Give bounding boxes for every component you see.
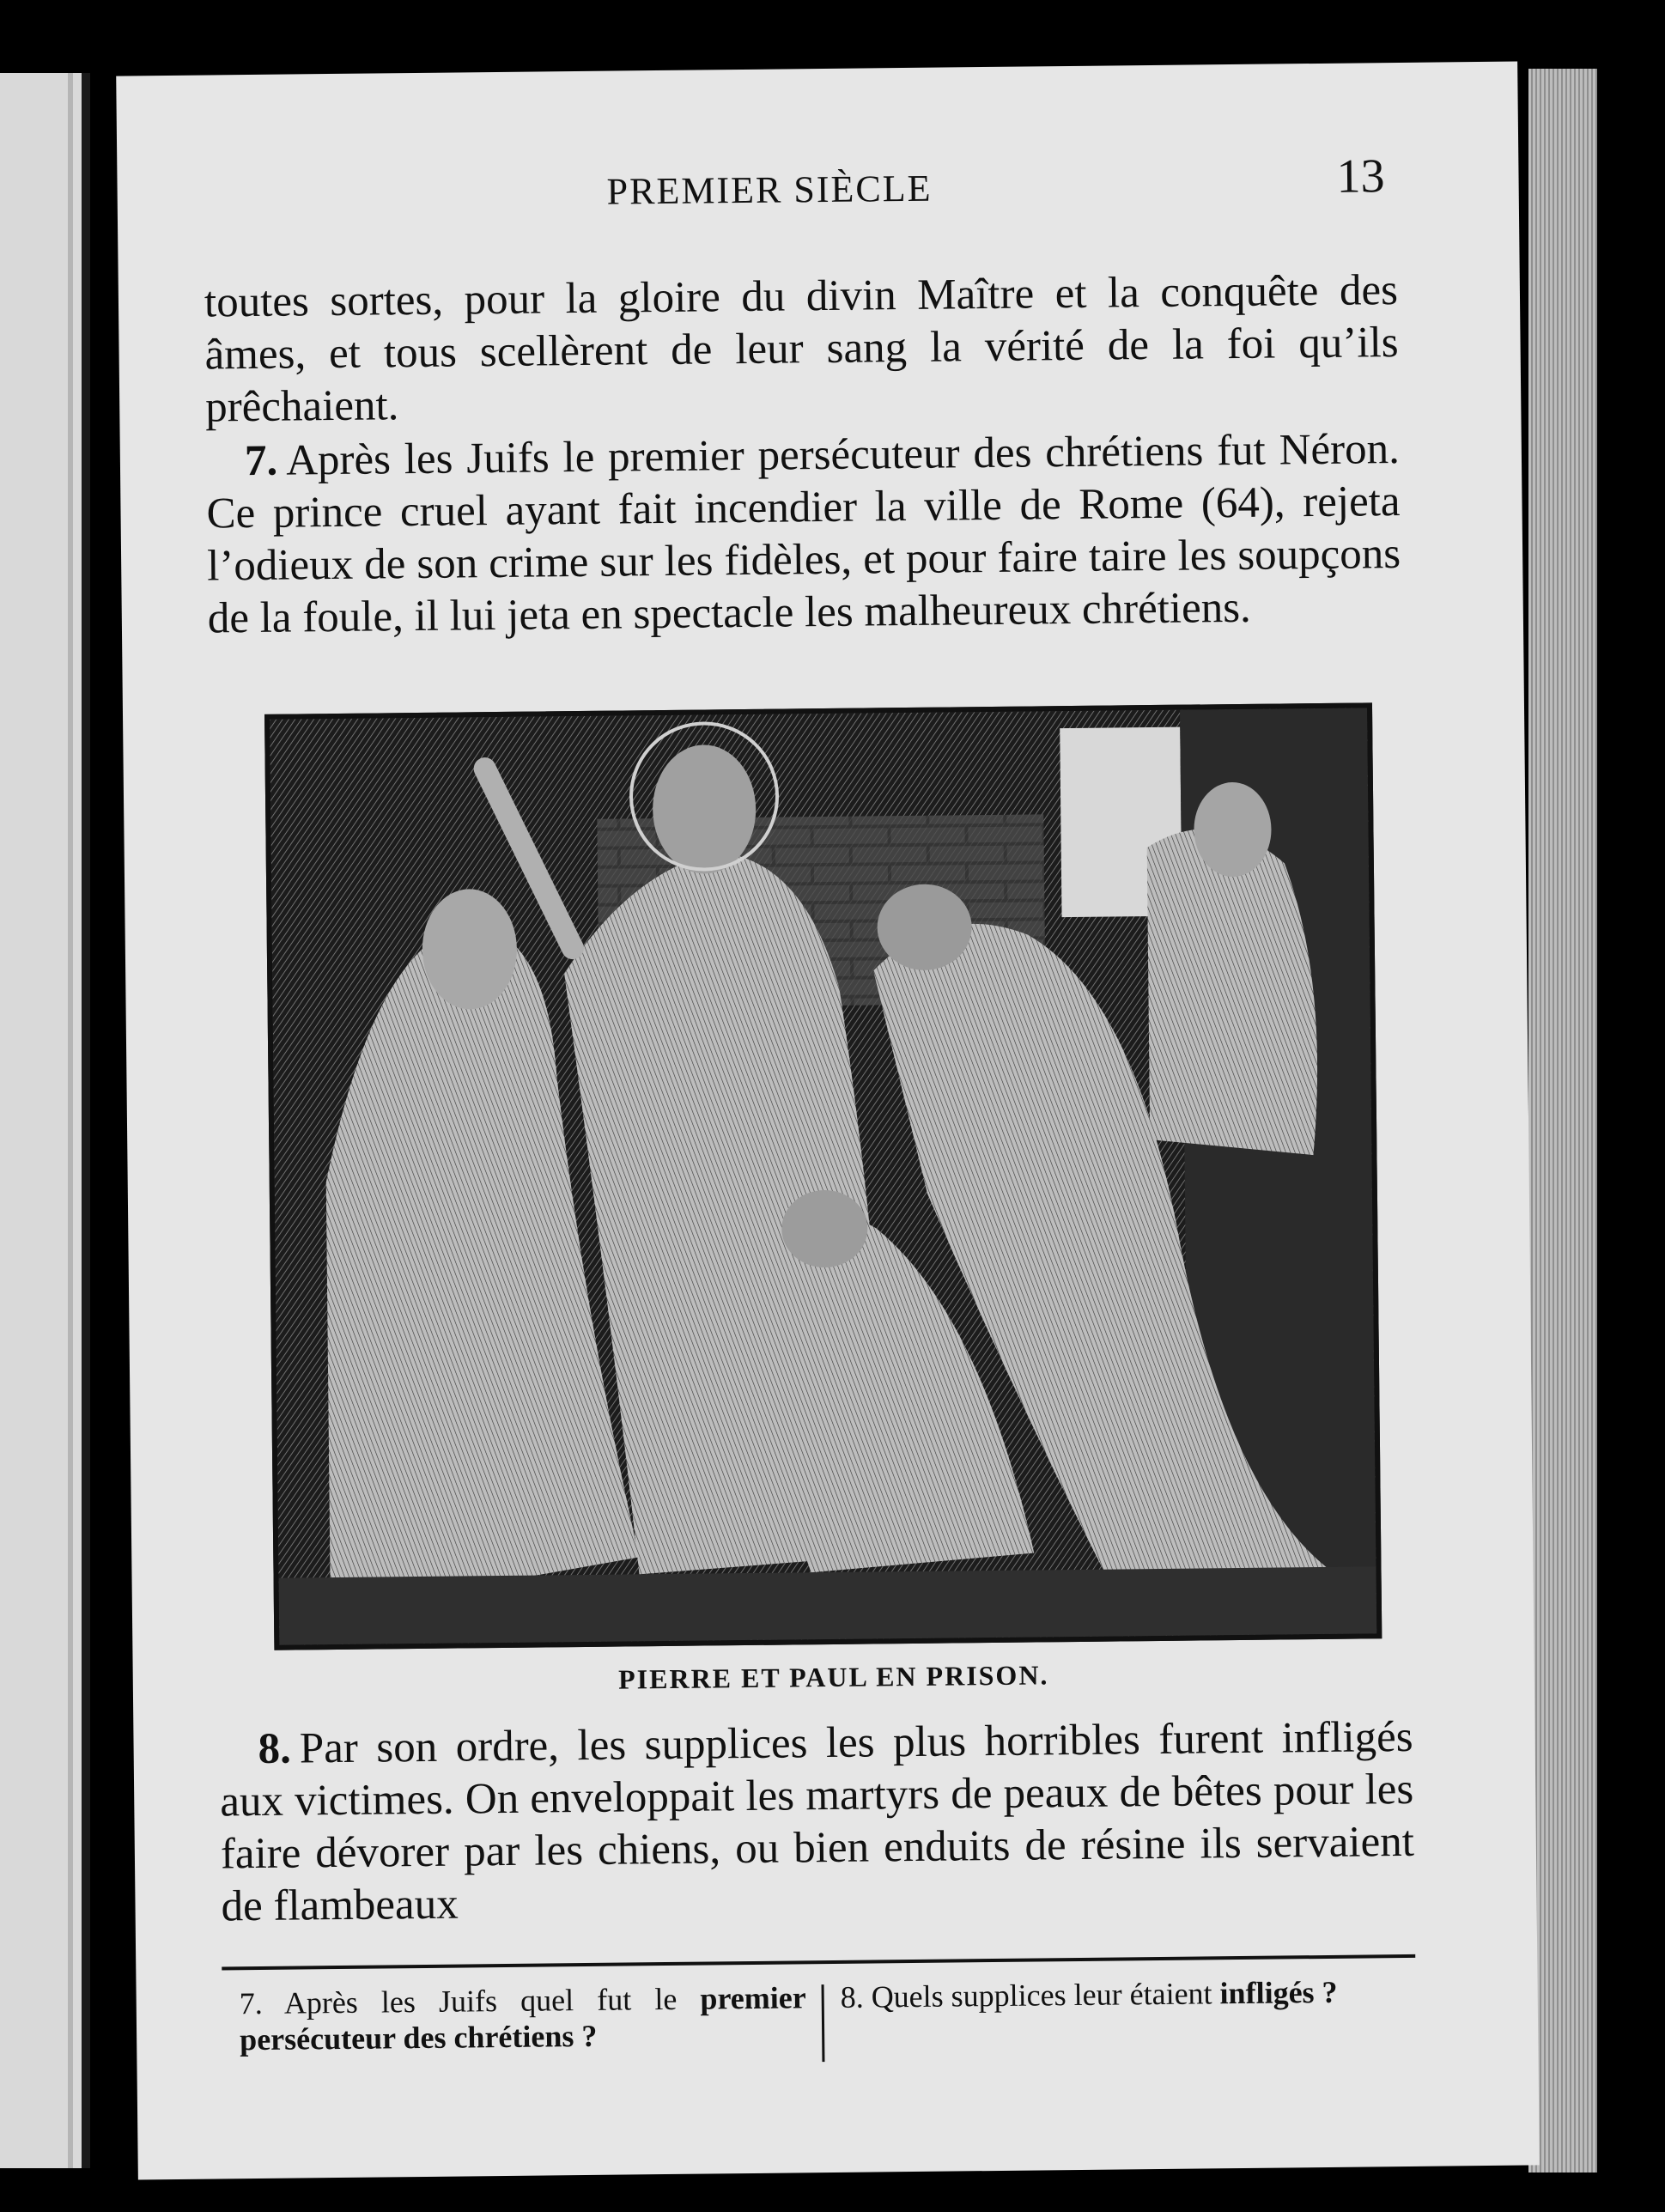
book-page	[116, 62, 1540, 2180]
review-questions	[240, 1973, 1425, 2088]
question-text: 7. Après les Juifs quel fut le	[239, 1981, 678, 2021]
intro-paragraph-text: toutes sortes, pour la gloire du divin Maître et la conquête des âmes, et tous scellèrent de leur sang la vérité de la foi qu’ils prêchaient.	[204, 265, 1399, 432]
running-head: PREMIER SIÈCLE	[606, 167, 933, 213]
paragraph-text: Par son ordre, les supplices les plus horribles furent infligés aux victimes. On enveloppait les martyrs de peaux de bêtes pour les faire dévorer par les chiens, ou bien enduits de résine ils servaient de flambeaux	[219, 1712, 1415, 1931]
paragraph-text: Après les Juifs le premier persécuteur des chrétiens fut Néron. Ce prince cruel ayant fait incendier la ville de Rome (64), rejeta l’odieux de son crime sur les fidèles, et pour faire taire les soupçons de la foule, il lui jeta en spectacle les malheureux chrétiens.	[206, 424, 1401, 643]
page-number: 13	[1336, 149, 1385, 204]
paragraph-8	[219, 1711, 1414, 1934]
question-text-bold: premier persécuteur des chrétiens ?	[239, 1980, 806, 2057]
facing-page-edge	[0, 73, 90, 2168]
question-separator	[822, 1984, 825, 2062]
question-text: 8. Quels supplices leur étaient	[840, 1976, 1212, 2014]
page-stack-edge	[1528, 69, 1597, 2172]
question-text-bold: infligés ?	[1219, 1974, 1338, 2011]
engraving-illustration	[264, 702, 1382, 1650]
paragraph-7	[206, 423, 1401, 646]
question-7	[240, 1979, 807, 2057]
figure-caption: PIERRE ET PAUL EN PRISON.	[617, 1659, 1049, 1695]
engraving-image	[270, 708, 1376, 1644]
footnote-rule	[222, 1954, 1415, 1971]
paragraph-number: 7.	[244, 436, 278, 486]
paragraph-number: 8.	[258, 1724, 292, 1773]
intro-paragraph	[204, 264, 1400, 434]
question-8	[840, 1973, 1424, 2015]
